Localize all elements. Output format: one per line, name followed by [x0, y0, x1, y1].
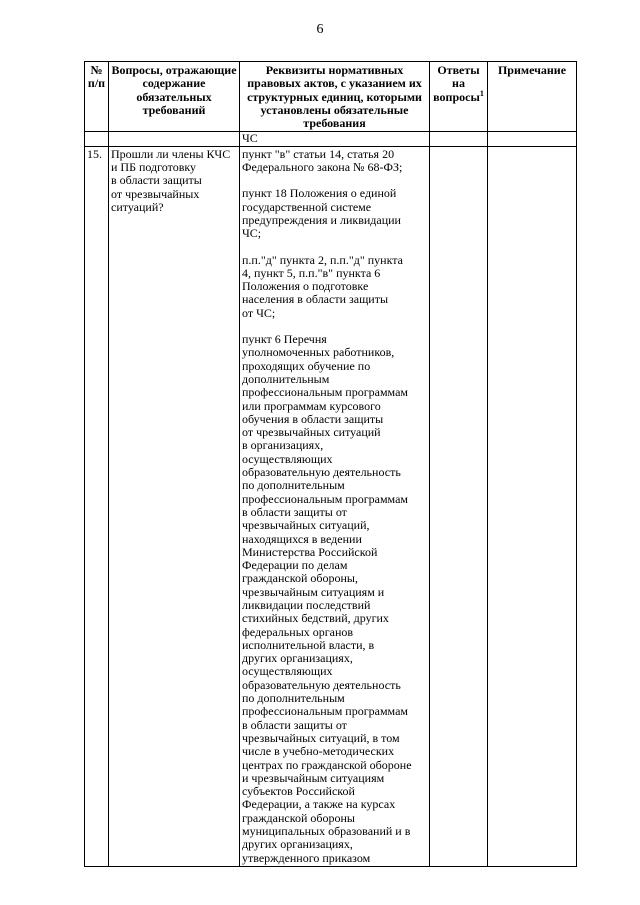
cont-cell-note [488, 132, 577, 146]
cont-cell-requisites: ЧС [240, 132, 430, 146]
answers-footnote-mark: 1 [479, 88, 484, 98]
requisite-item: п.п."д" пункта 2, п.п."д" пункта 4, пункт 5, п.п."в" пункта 6 Положения о подготовке населения в области защиты от ЧС; [242, 252, 403, 320]
header-number: № п/п [85, 62, 109, 132]
table-header-row [85, 62, 577, 132]
requirements-table [84, 61, 577, 867]
cont-cell-num [85, 132, 109, 146]
requisite-item: пункт "в" статьи 14, статья 20 Федерального закона № 68-ФЗ; [242, 146, 403, 175]
header-requisites: Реквизиты нормативных правовых актов, с указанием их структурных единиц, которыми установлены обязательные требования [240, 62, 430, 132]
requisite-item: пункт 18 Положения о единой государственной системе предупреждения и ликвидации ЧС; [242, 186, 401, 241]
header-answers-label: Ответы на вопросы [433, 63, 480, 104]
table-row [85, 132, 577, 146]
row-answer [430, 146, 488, 866]
row-requisites [240, 146, 430, 866]
row-question: Прошли ли члены КЧС и ПБ подготовку в области защиты от чрезвычайных ситуаций? [109, 146, 240, 866]
page-number: 6 [316, 22, 324, 37]
header-note: Примечание [488, 62, 577, 132]
row-number: 15. [85, 146, 109, 866]
header-answers [430, 62, 488, 132]
requisite-item: пункт 6 Перечня уполномоченных работников, проходящих обучение по дополнительным профессиональным программам или программам курсового обучения в области защиты от чрезвычайных ситуаций в организациях, осуществляющих образовательную деятельность по дополнительным профессиональным программам в области защиты от чрезвычайных ситуаций, находящихся в ведении Министерства Российской Федерации по делам гражданской обороны, чрезвычайным ситуациям и ликвидации последствий стихийных бедствий, других федеральных органов исполнительной власти, в других организациях, осуществляющих образовательную деятельность по дополнительным профессиональным программам в области защиты от чрезвычайных ситуаций, в том числе в учебно-методических центрах по гражданской обороне и чрезвычайным ситуациям субъектов Российской Федерации, а также на курсах гражданской обороны муниципальных образований и в других организациях, утвержденного приказом [242, 332, 412, 865]
table-row [85, 146, 577, 866]
cont-cell-answer [430, 132, 488, 146]
row-note [488, 146, 577, 866]
header-questions: Вопросы, отражающие содержание обязательных требований [109, 62, 240, 132]
cont-cell-question [109, 132, 240, 146]
